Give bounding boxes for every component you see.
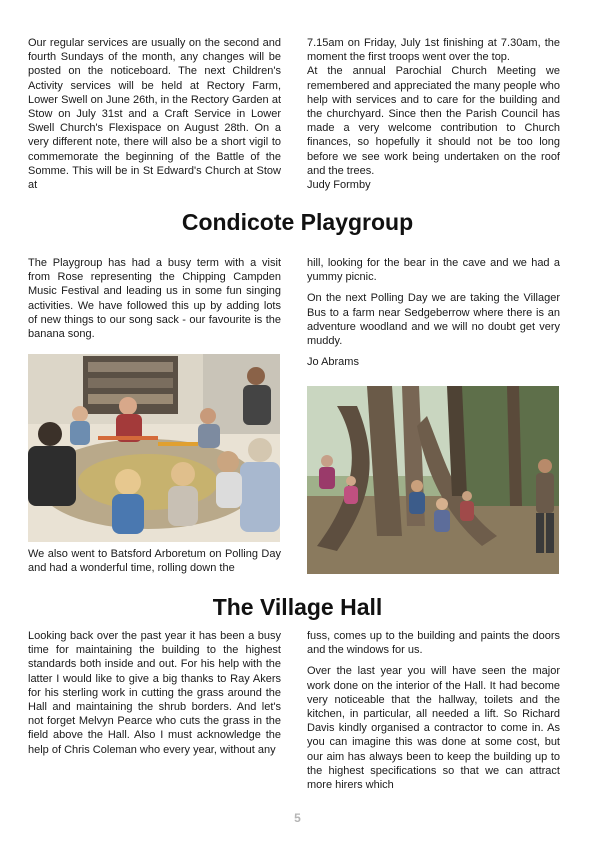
playgroup-heading: Condicote Playgroup [181,209,414,235]
church-services-text: Our regular services are usually on the second and fourth Sundays of the month, any changes will be posted on the noticeboard. The next Children's Activity services will be held at Rectory Farm, Lower Swell on June 26th, in the Rectory Garden at Stow on July 31st and a Craft Service in Lower Swell Church's Flexispace on August 28th. On a very different note, there will also be a short vigil to commemorate the beginning of the Battle of the Somme. This will be in St Edward's Church at Stow at [28,37,281,192]
playgroup-column-right [307,256,560,376]
playgroup-column-left-continued [28,547,281,582]
church-services-column-right [307,36,560,192]
vigil-time-text: 7.15am on Friday, July 1st finishing at 7.30am, the moment the first troops went over the top. [307,37,560,64]
painting-text: fuss, comes up to the building and paints the doors and the windows for us. [307,630,560,657]
arboretum-photo [307,386,559,574]
village-hall-maintenance-text: Looking back over the past year it has been a busy time for maintaining the building to the highest standards both inside and out. For his help with the latter I would like to give a big thanks to Ray Akers for his sterling work in cutting the grass around the Hall and maintaining the shrub borders. And let's not forget Melvyn Pearce who cuts the grass in the field above the Hall. Also I must acknowledge the help of Chris Coleman who every year, without any [28,630,281,756]
polling-day-plan-text: On the next Polling Day we are taking the Villager Bus to a farm near Sedgeberrow where there is an adventure woodland and we will no doubt get very muddy. [307,292,560,348]
picnic-text: hill, looking for the bear in the cave and we had a yummy picnic. [307,257,560,284]
author-jo-abrams: Jo Abrams [307,356,359,369]
woodland-trees-image [307,386,559,574]
playgroup-singing-photo [28,354,280,542]
church-services-column-left [28,36,281,192]
village-hall-heading: The Village Hall [212,594,383,620]
interior-work-text: Over the last year you will have seen the major work done on the interior of the Hall. It had become very noticeable that the hallway, toilets and the kitchen, in particular, all needed a lift. So Richard Davis kindly organised a contractor to come in. As you can imagine this was done at some cost, but our aim has always been to keep the building up to the highest specifications so that we can attract more hirers which [307,665,560,792]
batsford-visit-text: We also went to Batsford Arboretum on Polling Day and had a wonderful time, rolling down the [28,548,281,575]
author-judy-formby: Judy Formby [307,179,371,192]
village-hall-column-left [28,629,281,764]
playgroup-intro-text: The Playgroup has had a busy term with a visit from Rose representing the Chipping Campden Music Festival and leading us in some fun singing activities. We have followed this up by adding lots of new things to our song sack - our favourite is the banana song. [28,257,281,341]
playgroup-column-left [28,256,281,348]
village-hall-column-right [307,629,560,799]
children-circle-image [28,354,280,542]
page-number: 5 [294,811,301,825]
parochial-meeting-text: At the annual Parochial Church Meeting we remembered and appreciated the many people who help with services and to care for the building and the churchyard. Since then the Parish Council has made a very welcome contribution to Church finances, so hopefully it should not be too long before we see work being undertaken on the roof and the trees. [307,65,560,177]
